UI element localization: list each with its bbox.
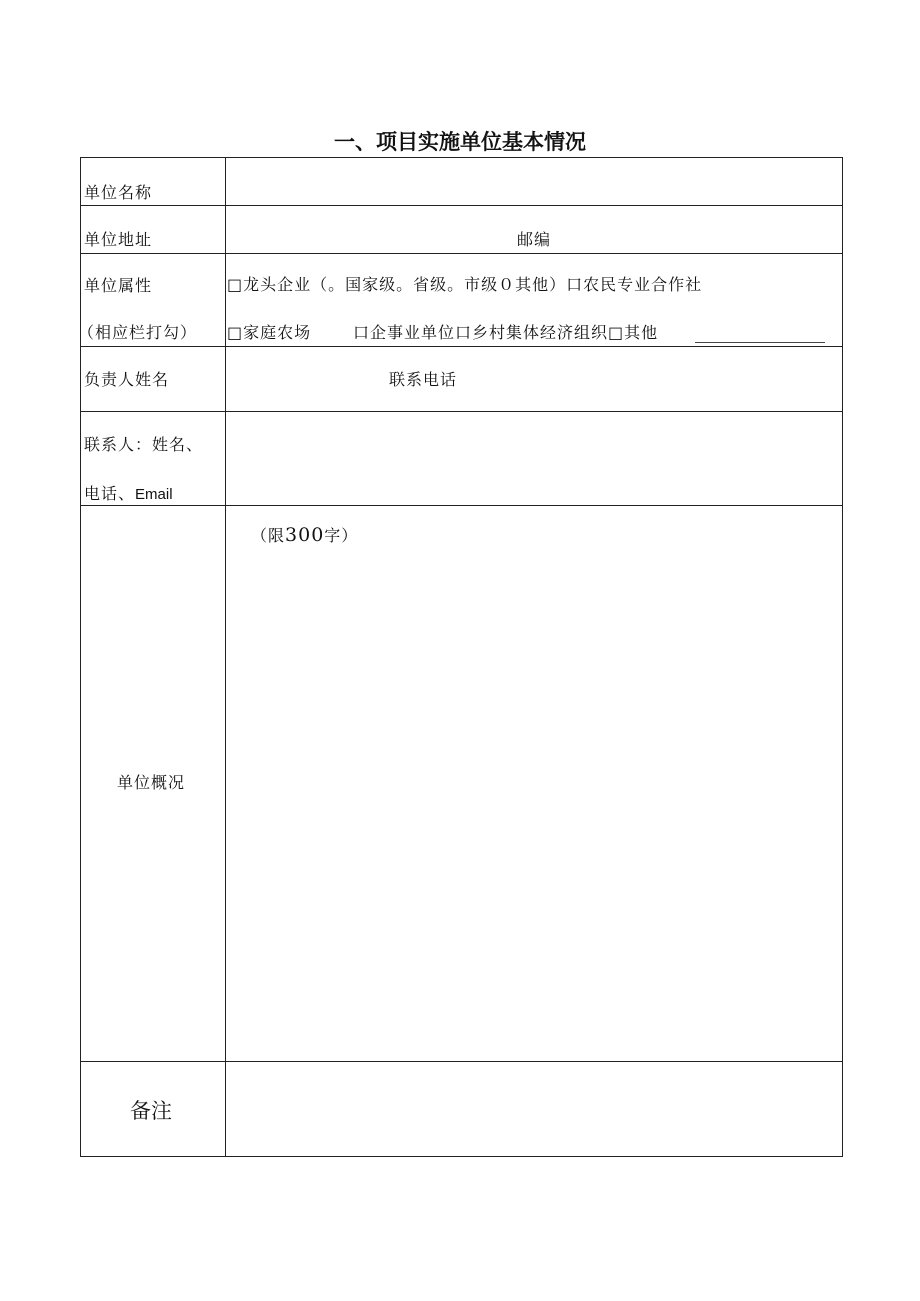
attribute-option-family-farm[interactable]: □家庭农场 xyxy=(227,323,312,342)
attribute-options-line2[interactable]: 口企事业单位口乡村集体经济组织□其他 xyxy=(353,323,659,342)
unit-name-label: 单位名称 xyxy=(84,183,153,202)
row-divider xyxy=(81,505,842,506)
unit-address-label: 单位地址 xyxy=(84,230,153,249)
contact-label: 联系人：姓名、 xyxy=(84,435,204,454)
row-divider xyxy=(81,411,842,412)
remarks-field[interactable] xyxy=(233,1068,833,1148)
row-divider xyxy=(81,346,842,347)
hint-open: （限 xyxy=(251,526,286,545)
contact-label-line2 xyxy=(84,484,173,505)
leader-name-label: 负责人姓名 xyxy=(84,370,170,389)
hint-close: 字） xyxy=(324,526,359,545)
row-divider xyxy=(81,253,842,254)
unit-overview-label: 单位概况 xyxy=(117,773,186,792)
label-column-divider xyxy=(225,158,226,1156)
page-title: 一、项目实施单位基本情况 xyxy=(334,130,586,154)
hint-number: 300 xyxy=(285,524,325,546)
postcode-label: 邮编 xyxy=(517,230,552,249)
row-divider xyxy=(81,205,842,206)
row-divider xyxy=(81,1061,842,1062)
remarks-label: 备注 xyxy=(130,1099,172,1123)
overview-length-hint xyxy=(251,525,358,546)
contact-email-text: Email xyxy=(135,486,173,503)
unit-info-form xyxy=(80,157,843,1157)
unit-attribute-hint: （相应栏打勾） xyxy=(78,323,198,342)
phone-label: 联系电话 xyxy=(389,370,458,389)
attribute-options-line1[interactable]: □龙头企业（。国家级。省级。市级０其他）口农民专业合作社 xyxy=(227,275,703,294)
unit-attribute-label: 单位属性 xyxy=(84,276,153,295)
unit-overview-field[interactable] xyxy=(233,553,833,1053)
other-blank-line[interactable] xyxy=(695,342,825,343)
contact-phone-text: 电话、 xyxy=(84,484,136,503)
